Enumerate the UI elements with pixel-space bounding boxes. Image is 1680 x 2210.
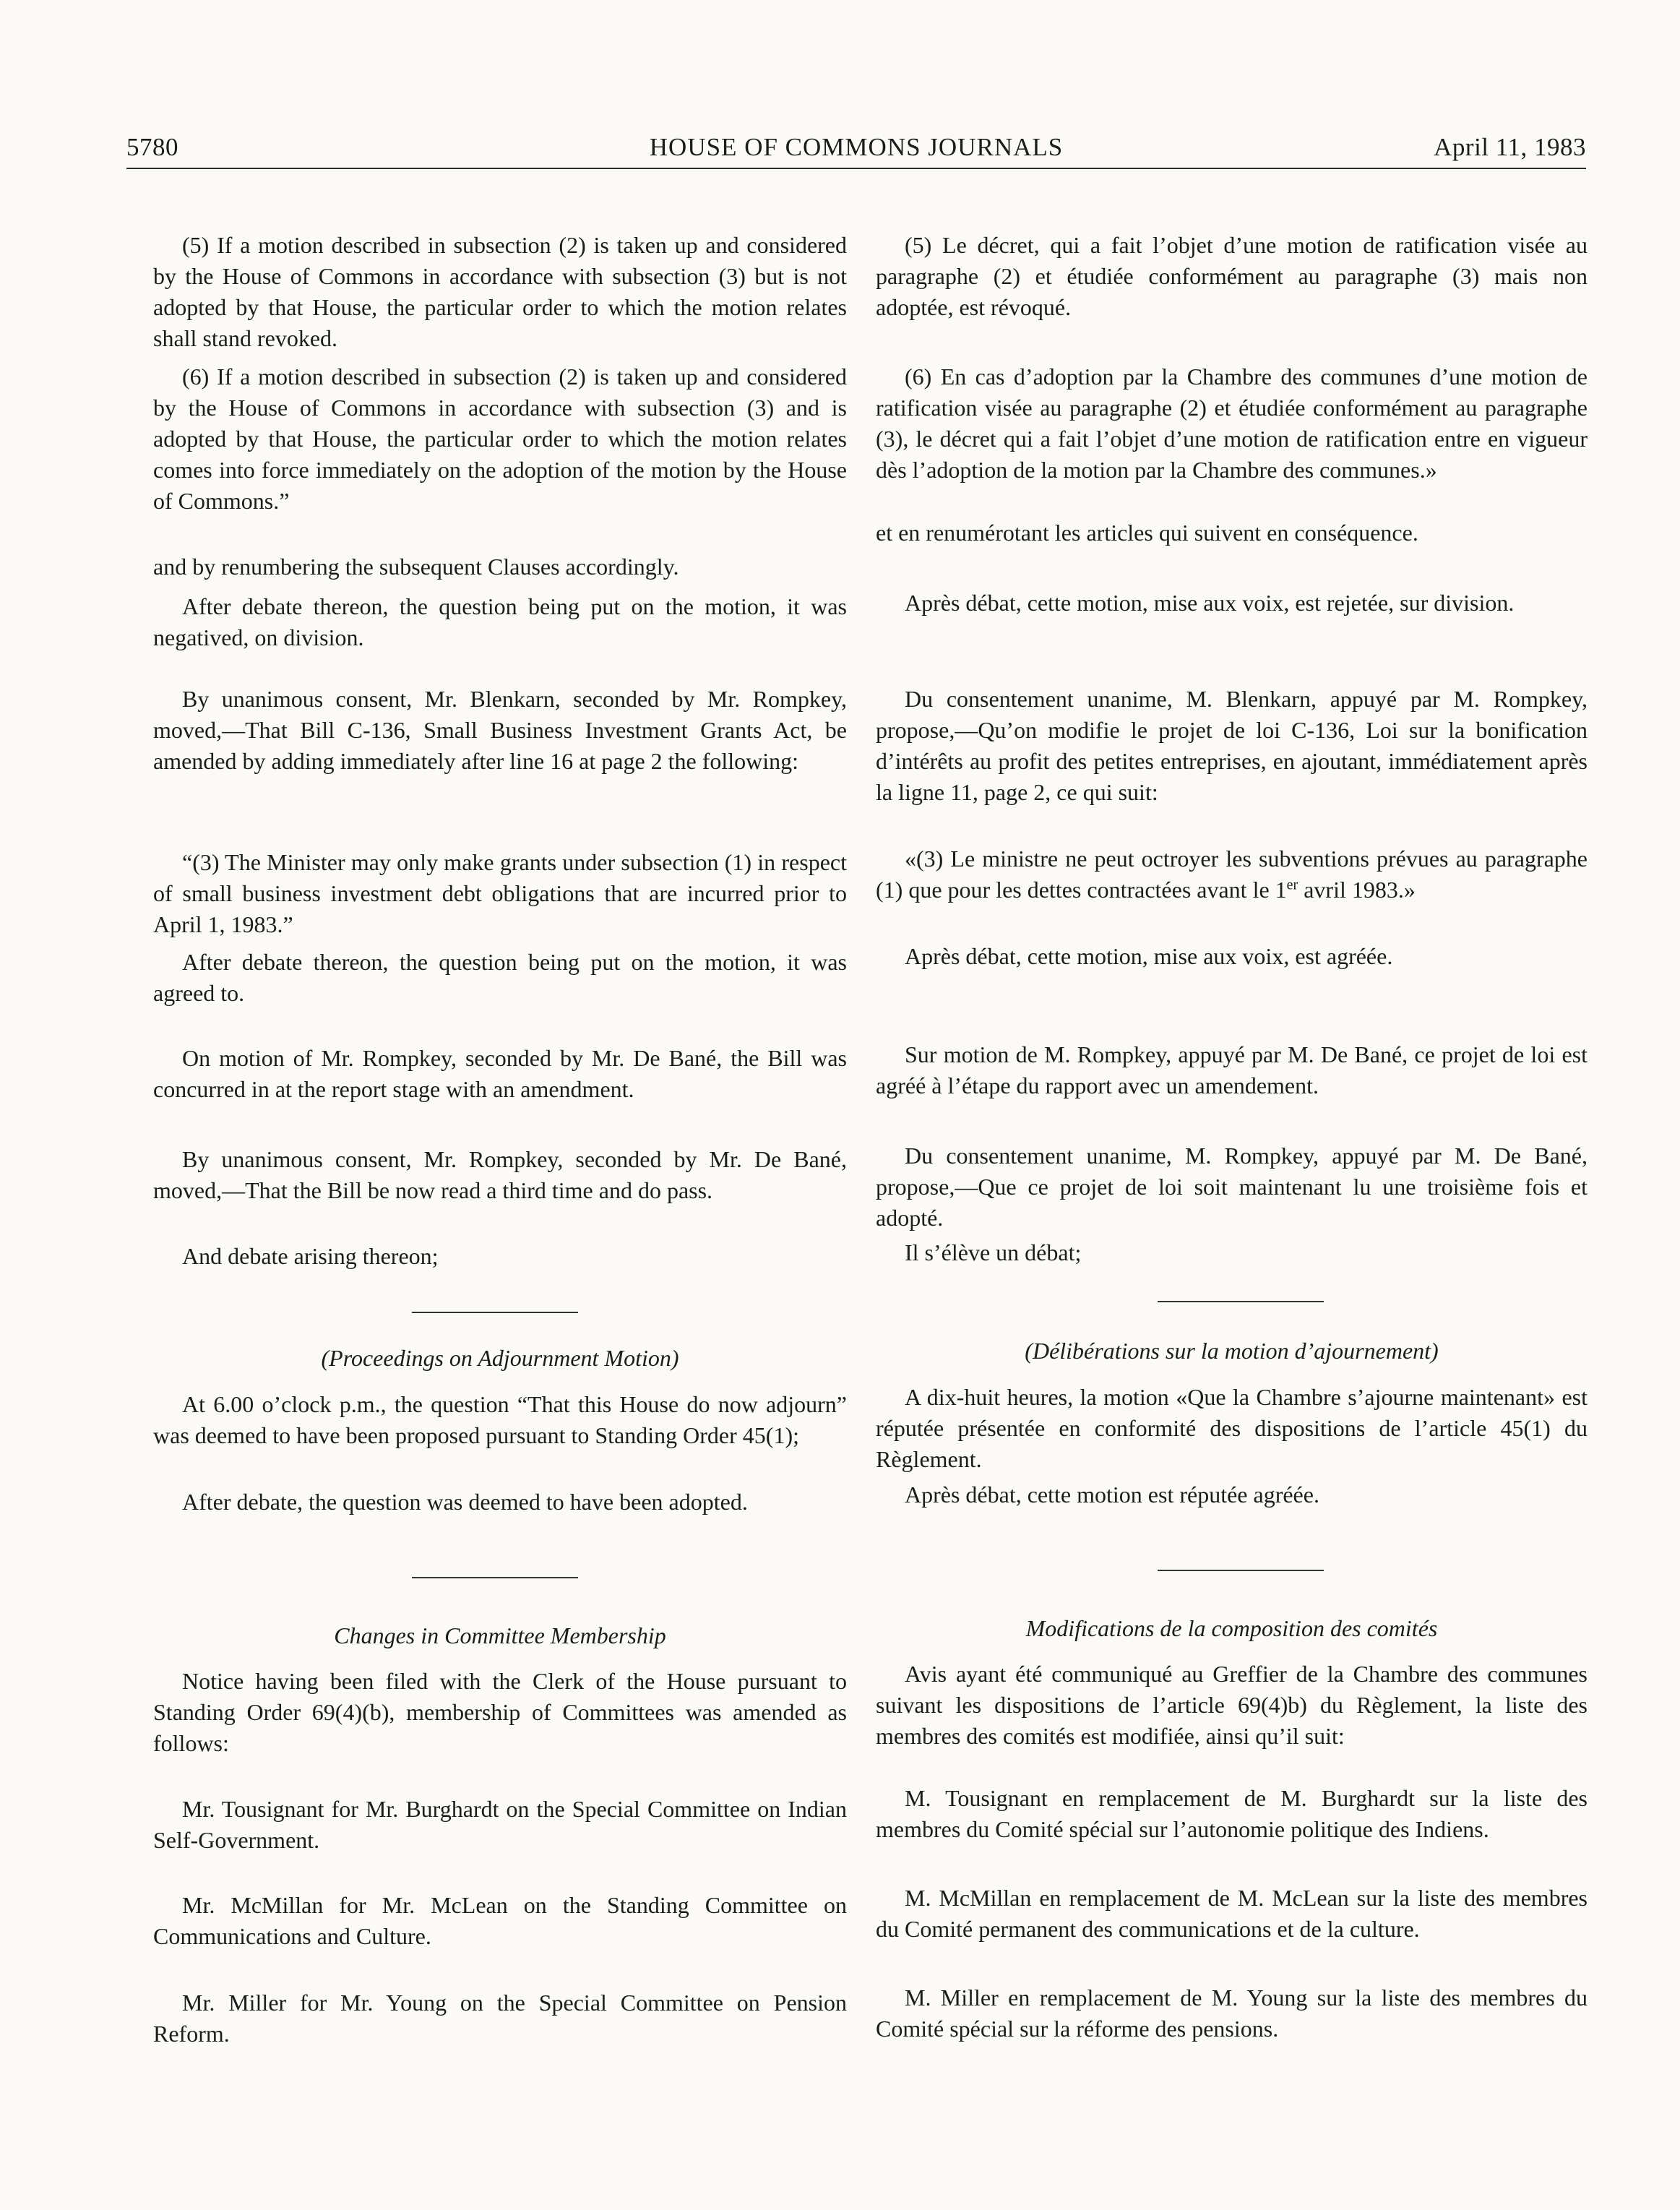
fr-section-divider bbox=[1158, 1570, 1324, 1571]
fr-subsection-6: (6) En cas d’adoption par la Chambre des communes d’une motion de ratification visée au paragraphe (2) et étudiée conformément au paragraphe (3), le décret qui a fait l’objet d’une motion de ratification entre en vigueur dès l’adoption de la motion par la Chambre des communes.» bbox=[876, 364, 1588, 483]
en-adjournment-paragraph: At 6.00 o’clock p.m., the question “That this House do now adjourn” was deemed to have been proposed pursuant to Standing Order 45(1); bbox=[153, 1391, 847, 1448]
page-number: 5780 bbox=[126, 133, 178, 161]
fr-subsection-5: (5) Le décret, qui a fait l’objet d’une motion de ratification visée au paragraphe (2) et étudiée conformément au paragraphe (3) mais non adoptée, est révoqué. bbox=[876, 232, 1588, 320]
en-subsection-6: (6) If a motion described in subsection (2) is taken up and considered by the House of Commons in accordance with subsection (3) and is adopted by that House, the particular order to which the motion relates comes into force immediately on the adoption of the motion by the House of Commons.” bbox=[153, 364, 847, 514]
fr-third-reading-motion: Du consentement unanime, M. Rompkey, appuyé par M. De Bané, propose,—Que ce projet de loi soit maintenant lu une troisième fois et adopté. bbox=[876, 1143, 1588, 1231]
en-section-divider bbox=[412, 1577, 578, 1578]
en-debate-arising: And debate arising thereon; bbox=[182, 1243, 439, 1269]
fr-adjournment-adopted: Après débat, cette motion est réputée agréée. bbox=[905, 1482, 1319, 1508]
fr-committee-heading: Modifications de la composition des comités bbox=[1025, 1615, 1438, 1641]
fr-renumber-clause: et en renumérotant les articles qui suivent en conséquence. bbox=[876, 520, 1418, 546]
en-section-divider bbox=[412, 1312, 578, 1313]
en-notice-paragraph: Notice having been filed with the Clerk of the House pursuant to Standing Order 69(4)(b), membership of Committees was amended as follows: bbox=[153, 1668, 847, 1756]
fr-debate-arising: Il s’élève un débat; bbox=[905, 1239, 1082, 1265]
en-blenkarn-motion: By unanimous consent, Mr. Blenkarn, seconded by Mr. Rompkey, moved,—That Bill C-136, Small Business Investment Grants Act, be amended by adding immediately after line 16 at page 2 the following: bbox=[153, 686, 847, 774]
en-adjournment-heading: (Proceedings on Adjournment Motion) bbox=[321, 1345, 679, 1371]
en-quoted-subsection-3: “(3) The Minister may only make grants under subsection (1) in respect of small business investment debt obligations that are incurred prior to April 1, 1983.” bbox=[153, 849, 847, 937]
fr-concurrence-paragraph: Sur motion de M. Rompkey, appuyé par M. De Bané, ce projet de loi est agréé à l’étape du rapport avec un amendement. bbox=[876, 1041, 1588, 1098]
en-negatived-paragraph: After debate thereon, the question being put on the motion, it was negatived, on division. bbox=[153, 593, 847, 650]
en-membership-change: Mr. Tousignant for Mr. Burghardt on the Special Committee on Indian Self-Government. bbox=[153, 1796, 847, 1853]
fr-quoted-subsection-3 bbox=[876, 843, 1588, 906]
fr-membership-change: M. Miller en remplacement de M. Young sur la liste des membres du Comité spécial sur la réforme des pensions. bbox=[876, 1985, 1588, 2042]
fr-notice-paragraph: Avis ayant été communiqué au Greffier de la Chambre des communes suivant les dispositions de l’article 69(4)b) du Règlement, la liste des membres des comités est modifiée, ainsi qu’il suit: bbox=[876, 1661, 1588, 1749]
en-membership-change: Mr. Miller for Mr. Young on the Special Committee on Pension Reform. bbox=[153, 1990, 847, 2047]
en-third-reading-motion: By unanimous consent, Mr. Rompkey, seconded by Mr. De Bané, moved,—That the Bill be now read a third time and do pass. bbox=[153, 1146, 847, 1203]
fr-blenkarn-motion: Du consentement unanime, M. Blenkarn, appuyé par M. Rompkey, propose,—Qu’on modifie le projet de loi C-136, Loi sur la bonification d’intérêts au profit des petites entreprises, en ajoutant, immédiatement après la ligne 11, page 2, ce qui suit: bbox=[876, 686, 1588, 805]
fr-negatived-paragraph: Après débat, cette motion, mise aux voix, est rejetée, sur division. bbox=[905, 590, 1515, 616]
fr-quote-end: avril 1983.» bbox=[1298, 877, 1416, 903]
en-renumber-clause: and by renumbering the subsequent Clauses accordingly. bbox=[153, 554, 679, 580]
fr-membership-change: M. Tousignant en remplacement de M. Burghardt sur la liste des membres du Comité spécial sur l’autonomie politique des Indiens. bbox=[876, 1785, 1588, 1842]
journal-title: HOUSE OF COMMONS JOURNALS bbox=[649, 133, 1064, 161]
journal-date: April 11, 1983 bbox=[1434, 133, 1586, 161]
fr-quote-superscript: er bbox=[1286, 877, 1298, 893]
en-agreed-paragraph: After debate thereon, the question being put on the motion, it was agreed to. bbox=[153, 949, 847, 1006]
fr-section-divider bbox=[1158, 1301, 1324, 1302]
fr-quote-main: «(3) Le ministre ne peut octroyer les subventions prévues au paragraphe (1) que pour les dettes contractées avant le 1 bbox=[876, 846, 1588, 903]
en-membership-change: Mr. McMillan for Mr. McLean on the Standing Committee on Communications and Culture. bbox=[153, 1892, 847, 1949]
en-concurrence-paragraph: On motion of Mr. Rompkey, seconded by Mr. De Bané, the Bill was concurred in at the report stage with an amendment. bbox=[153, 1045, 847, 1102]
en-committee-heading: Changes in Committee Membership bbox=[334, 1622, 666, 1648]
fr-agreed-paragraph: Après débat, cette motion, mise aux voix, est agréée. bbox=[905, 943, 1393, 969]
fr-adjournment-paragraph: A dix-huit heures, la motion «Que la Chambre s’ajourne maintenant» est réputée présentée en conformité des dispositions de l’article 45(1) du Règlement. bbox=[876, 1384, 1588, 1472]
en-adjournment-adopted: After debate, the question was deemed to have been adopted. bbox=[182, 1489, 748, 1515]
en-subsection-5: (5) If a motion described in subsection (2) is taken up and considered by the House of Commons in accordance with subsection (3) but is not adopted by that House, the particular order to which the motion relates shall stand revoked. bbox=[153, 232, 847, 351]
running-header bbox=[126, 129, 1586, 169]
fr-adjournment-heading: (Délibérations sur la motion d’ajournement) bbox=[1025, 1338, 1439, 1364]
fr-membership-change: M. McMillan en remplacement de M. McLean sur la liste des membres du Comité permanent des communications et de la culture. bbox=[876, 1885, 1588, 1942]
